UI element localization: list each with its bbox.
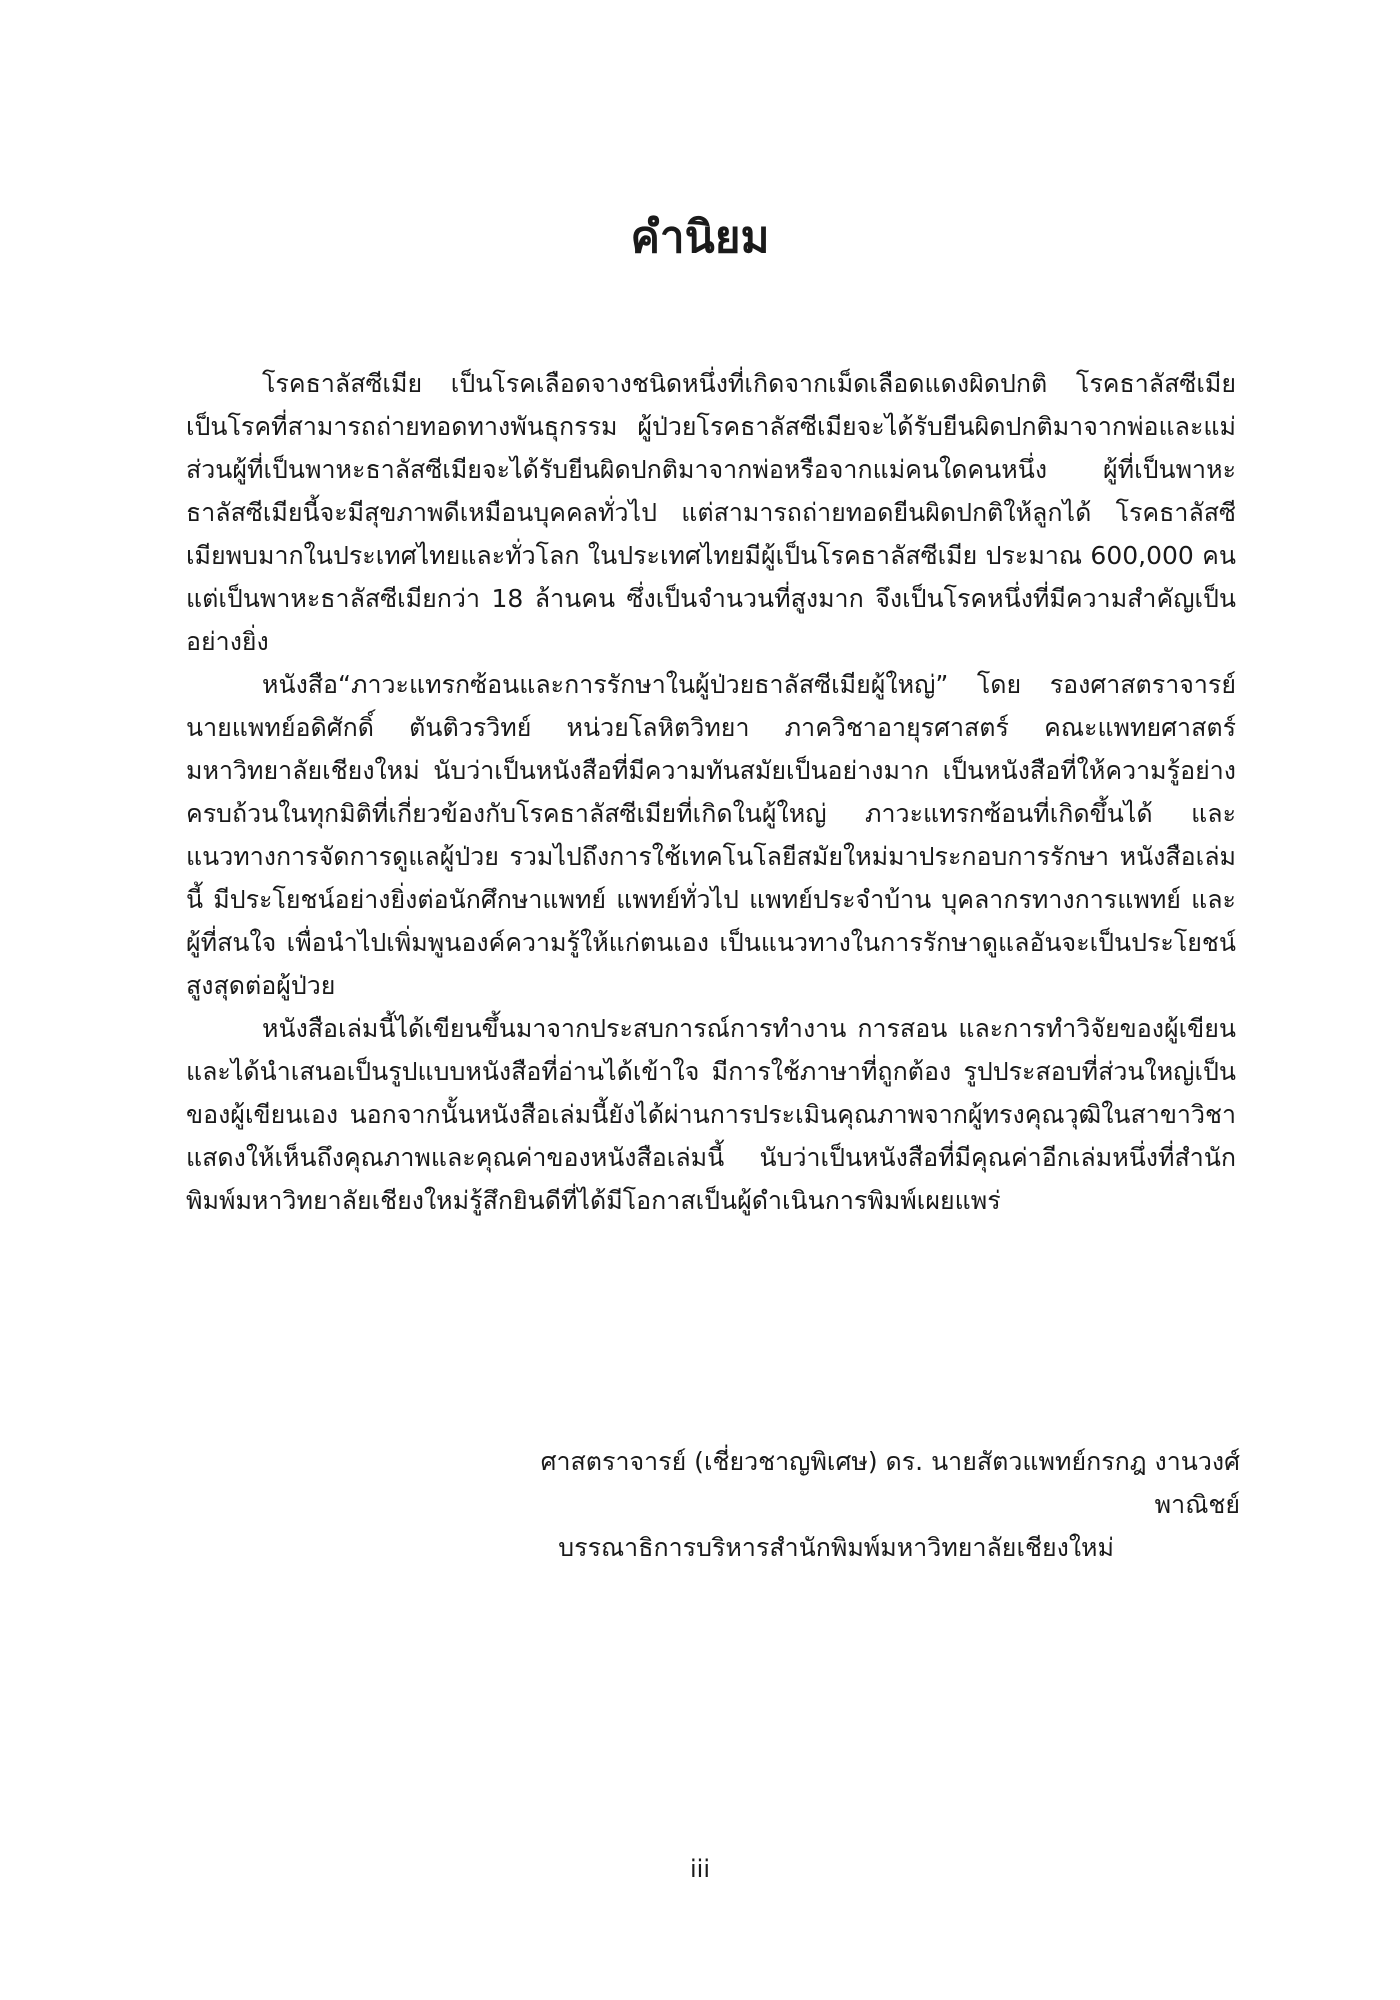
foreword-body (186, 362, 1236, 1222)
paragraph-2: หนังสือ“ภาวะแทรกซ้อนและการรักษาในผู้ป่วยธาลัสซีเมียผู้ใหญ่” โดย รองศาสตราจารย์นายแพทย์อดิศักดิ์ ตันติวรวิทย์ หน่วยโลหิตวิทยา ภาควิชาอายุรศาสตร์ คณะแพทยศาสตร์ มหาวิทยาลัยเชียงใหม่ นับว่าเป็นหนังสือที่มีความทันสมัยเป็นอย่างมาก เป็นหนังสือที่ให้ความรู้อย่างครบถ้วนในทุกมิติที่เกี่ยวข้องกับโรคธาลัสซีเมียที่เกิดในผู้ใหญ่ ภาวะแทรกซ้อนที่เกิดขึ้นได้ และแนวทางการจัดการดูแลผู้ป่วย รวมไปถึงการใช้เทคโนโลยีสมัยใหม่มาประกอบการรักษา หนังสือเล่มนี้ มีประโยชน์อย่างยิ่งต่อนักศึกษาแพทย์ แพทย์ทั่วไป แพทย์ประจำบ้าน บุคลากรทางการแพทย์ และผู้ที่สนใจ เพื่อนำไปเพิ่มพูนองค์ความรู้ให้แก่ตนเอง เป็นแนวทางในการรักษาดูแลอันจะเป็นประโยชน์สูงสุดต่อผู้ป่วย (186, 670, 1236, 1000)
paragraph-1: โรคธาลัสซีเมีย เป็นโรคเลือดจางชนิดหนึ่งที่เกิดจากเม็ดเลือดแดงผิดปกติ โรคธาลัสซีเมียเป็นโรคที่สามารถถ่ายทอดทางพันธุกรรม ผู้ป่วยโรคธาลัสซีเมียจะได้รับยีนผิดปกติมาจากพ่อและแม่ ส่วนผู้ที่เป็นพาหะธาลัสซีเมียจะได้รับยีนผิดปกติมาจากพ่อหรือจากแม่คนใดคนหนึ่ง ผู้ที่เป็นพาหะธาลัสซีเมียนี้จะมีสุขภาพดีเหมือนบุคคลทั่วไป แต่สามารถถ่ายทอดยีนผิดปกติให้ลูกได้ โรคธาลัสซีเมียพบมากในประเทศไทยและทั่วโลก ในประเทศไทยมีผู้เป็นโรคธาลัสซีเมีย ประมาณ 600,000 คน แต่เป็นพาหะธาลัสซีเมียกว่า 18 ล้านคน ซึ่งเป็นจำนวนที่สูงมาก จึงเป็นโรคหนึ่งที่มีความสำคัญเป็นอย่างยิ่ง (186, 369, 1236, 656)
signature-block (500, 1440, 1240, 1569)
page-number: iii (689, 1855, 710, 1883)
paragraph-3: หนังสือเล่มนี้ได้เขียนขึ้นมาจากประสบการณ์การทำงาน การสอน และการทำวิจัยของผู้เขียน และได้นำเสนอเป็นรูปแบบหนังสือที่อ่านได้เข้าใจ มีการใช้ภาษาที่ถูกต้อง รูปประสอบที่ส่วนใหญ่เป็นของผู้เขียนเอง นอกจากนั้นหนังสือเล่มนี้ยังได้ผ่านการประเมินคุณภาพจากผู้ทรงคุณวุฒิในสาขาวิชา แสดงให้เห็นถึงคุณภาพและคุณค่าของหนังสือเล่มนี้ นับว่าเป็นหนังสือที่มีคุณค่าอีกเล่มหนึ่งที่สำนักพิมพ์มหาวิทยาลัยเชียงใหม่รู้สึกยินดีที่ได้มีโอกาสเป็นผู้ดำเนินการพิมพ์เผยแพร่ (186, 1014, 1236, 1215)
signatory-position: บรรณาธิการบริหารสำนักพิมพ์มหาวิทยาลัยเชียงใหม่ (558, 1533, 1114, 1562)
page-title: คำนิยม (630, 212, 770, 263)
signatory-name: ศาสตราจารย์ (เชี่ยวชาญพิเศษ) ดร. นายสัตวแพทย์กรกฎ งานวงศ์พาณิชย์ (540, 1447, 1240, 1519)
